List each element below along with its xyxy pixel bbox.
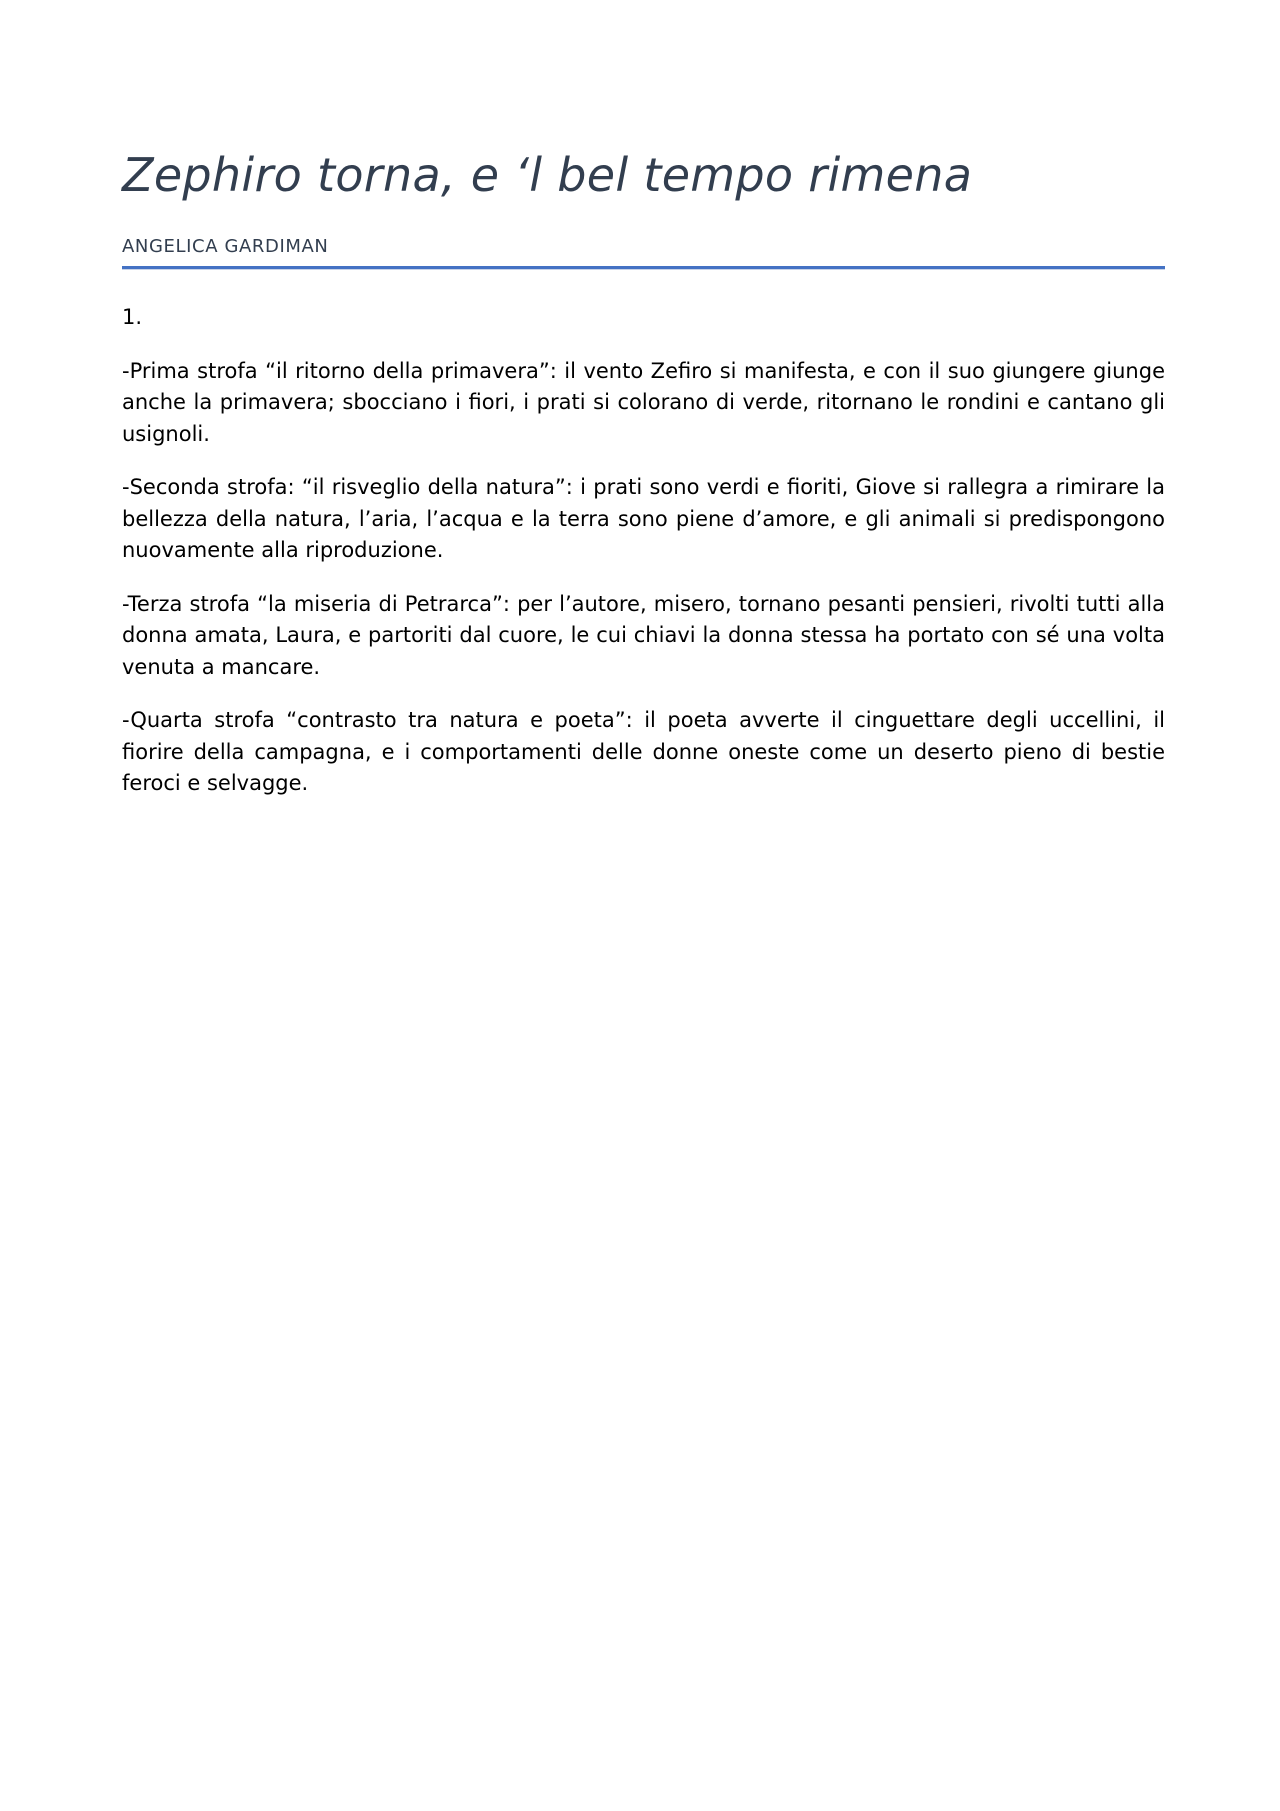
paragraph-strofa-4: -Quarta strofa “contrasto tra natura e poeta”: il poeta avverte il cinguettare degli uccellini, il fiorire della campagna, e i comportamenti delle donne oneste come un deserto pieno di bestie feroci e selvagge. bbox=[122, 708, 1165, 795]
paragraph-strofa-1: -Prima strofa “il ritorno della primavera”: il vento Zefiro si manifesta, e con il suo giungere giunge anche la primavera; sbocciano i fiori, i prati si colorano di verde, ritornano le rondini e cantano gli usignoli. bbox=[122, 358, 1165, 446]
document-title: Zephiro torna, e ‘l bel tempo rimena bbox=[122, 148, 973, 202]
title-divider bbox=[122, 266, 1165, 270]
paragraph-strofa-3: -Terza strofa “la miseria di Petrarca”: per l’autore, misero, tornano pesanti pensieri, rivolti tutti alla donna amata, Laura, e partoriti dal cuore, le cui chiavi la donna stessa ha portato con sé una volta venuta a mancare. bbox=[122, 591, 1165, 679]
paragraph-strofa-2: -Seconda strofa: “il risveglio della natura”: i prati sono verdi e fioriti, Giove si rallegra a rimirare la bellezza della natura, l’aria, l’acqua e la terra sono piene d’amore, e gli animali si predispongono nuovamente alla riproduzione. bbox=[122, 475, 1165, 562]
author-name: ANGELICA GARDIMAN bbox=[122, 236, 329, 257]
document-body bbox=[122, 302, 1165, 822]
section-number: 1. bbox=[122, 305, 143, 329]
